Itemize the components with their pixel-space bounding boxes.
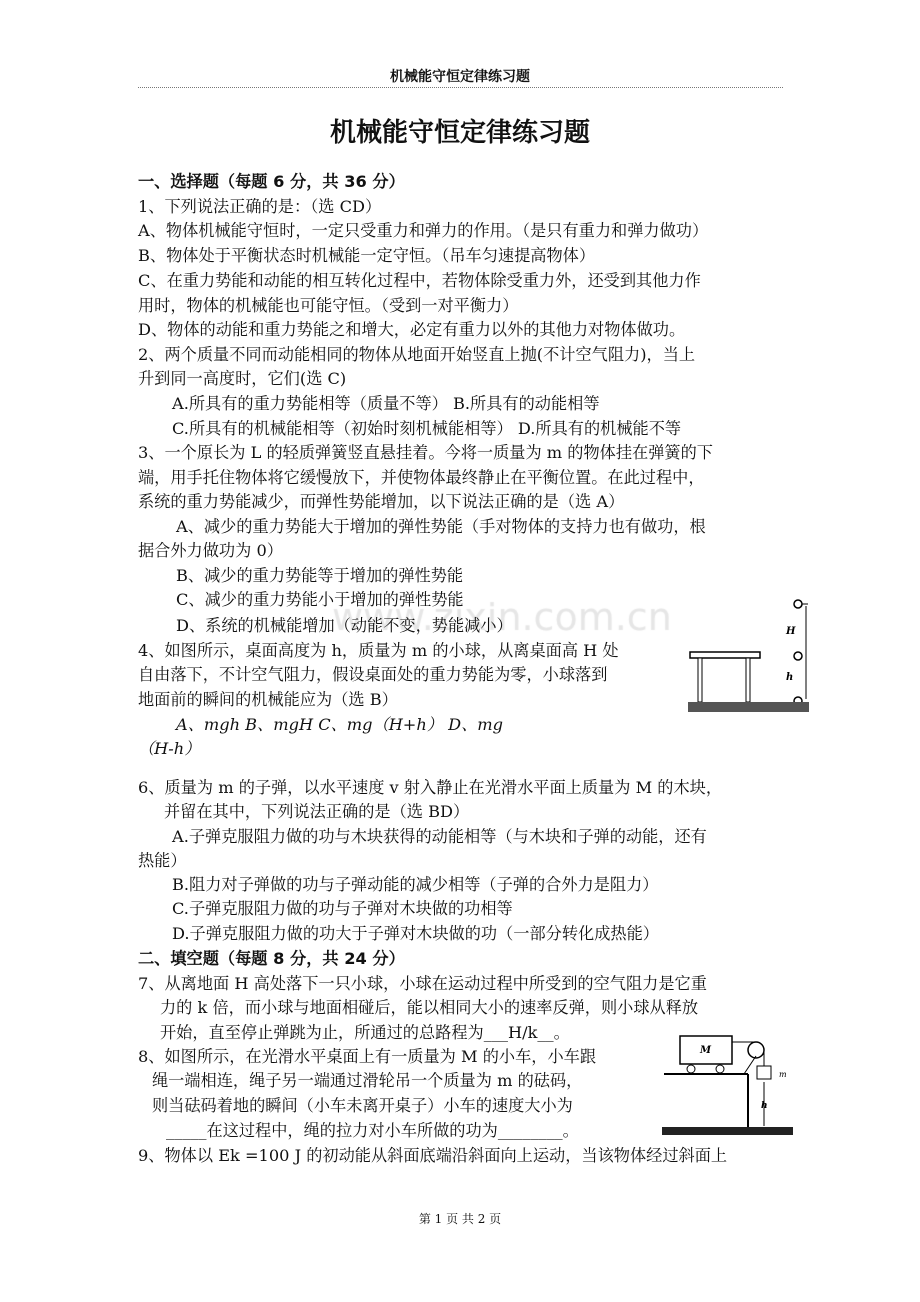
question-line: 自由落下，不计空气阻力，假设桌面处的重力势能为零，小球落到 — [138, 665, 608, 684]
page-title: 机械能守恒定律练习题 — [329, 118, 590, 148]
question-line: C、在重力势能和动能的相互转化过程中，若物体除受重力外，还受到其他力作 — [138, 271, 701, 290]
question-line: 并留在其中，下列说法正确的是（选 BD） — [164, 802, 470, 821]
option-line: C.所具有的机械能相等（初始时刻机械能相等） D.所具有的机械能不等 — [172, 419, 682, 438]
question-line: 开始，直至停止弹跳为止，所通过的总路程为___H/k__。 — [160, 1023, 570, 1042]
question-line: 端，用手托住物体将它缓慢放下，并使物体最终静止在平衡位置。在此过程中， — [138, 468, 705, 487]
question-line: 用时，物体的机械能也可能守恒。（受到一对平衡力） — [138, 296, 519, 315]
label-H: H — [786, 626, 796, 637]
option-line: A.所具有的重力势能相等（质量不等） B.所具有的动能相等 — [172, 394, 600, 413]
question-line: A、物体机械能守恒时，一定只受重力和弹力的作用。（是只有重力和弹力做功） — [138, 221, 709, 240]
option-line: D、系统的机械能增加（动能不变，势能减小） — [176, 616, 513, 635]
option-line: B.阻力对子弹做的功与子弹动能的减少相等（子弹的合外力是阻力） — [172, 875, 659, 894]
cart-pulley-figure — [660, 1032, 795, 1144]
option-line: 据合外力做功为 0） — [138, 541, 283, 560]
label-h: h — [786, 672, 794, 683]
question-line: 3、一个原长为 L 的轻质弹簧竖直悬挂着。今将一质量为 m 的物体挂在弹簧的下 — [138, 443, 713, 462]
question-line: 则当砝码着地的瞬间（小车未离开桌子）小车的速度大小为 — [152, 1096, 573, 1115]
question-line: 7、从离地面 H 高处落下一只小球，小球在运动过程中所受到的空气阻力是它重 — [138, 974, 707, 993]
section-heading: 二、填空题（每题 8 分，共 24 分） — [138, 949, 405, 968]
question-line: 2、两个质量不同而动能相同的物体从地面开始竖直上抛(不计空气阻力)，当上 — [138, 345, 696, 364]
question-line: 地面前的瞬间的机械能应为（选 B） — [138, 690, 398, 709]
option-line: A、减少的重力势能大于增加的弹性势能（手对物体的支持力也有做功，根 — [176, 517, 706, 536]
label-M: M — [700, 1045, 712, 1056]
option-line: C.子弹克服阻力做的功与子弹对木块做的功相等 — [172, 899, 513, 918]
option-line: B、减少的重力势能等于增加的弹性势能 — [176, 566, 464, 585]
question-line: _____在这过程中，绳的拉力对小车所做的功为________。 — [166, 1121, 579, 1140]
question-line: 绳一端相连，绳子另一端通过滑轮吊一个质量为 m 的砝码， — [152, 1071, 583, 1090]
question-line: 1、下列说法正确的是：（选 CD） — [138, 197, 382, 216]
question-line: 升到同一高度时，它们(选 C) — [138, 369, 347, 388]
option-line: （H-h） — [138, 739, 201, 758]
question-line: 9、物体以 Ek =100 J 的初动能从斜面底端沿斜面向上运动，当该物体经过斜面上 — [138, 1146, 728, 1165]
section-heading: 一、选择题（每题 6 分，共 36 分） — [138, 172, 405, 191]
question-line: B、物体处于平衡状态时机械能一定守恒。（吊车匀速提高物体） — [138, 246, 596, 265]
option-line: C、减少的重力势能小于增加的弹性势能 — [176, 590, 464, 609]
option-line: D.子弹克服阻力做的功大于子弹对木块做的功（一部分转化成热能） — [172, 924, 659, 943]
header-divider — [138, 87, 783, 88]
label-m: m — [779, 1070, 787, 1079]
option-line: A、mgh B、mgH C、mg（H+h） D、mg — [176, 715, 504, 734]
question-line: 力的 k 倍，而小球与地面相碰后，能以相同大小的速率反弹，则小球从释放 — [160, 998, 699, 1017]
page-footer: 第 1 页 共 2 页 — [418, 1212, 502, 1226]
table-ball-figure — [684, 594, 809, 714]
label-h: h — [761, 1101, 768, 1111]
question-line: 8、如图所示，在光滑水平桌面上有一质量为 M 的小车，小车跟 — [138, 1047, 597, 1066]
question-line: 6、质量为 m 的子弹，以水平速度 v 射入静止在光滑水平面上质量为 M 的木块， — [138, 778, 723, 797]
question-line: 4、如图所示，桌面高度为 h，质量为 m 的小球，从离桌面高 H 处 — [138, 641, 619, 660]
running-header: 机械能守恒定律练习题 — [390, 69, 530, 85]
option-line: 热能） — [138, 851, 187, 870]
question-line: D、物体的动能和重力势能之和增大，必定有重力以外的其他力对物体做功。 — [138, 320, 686, 339]
question-line: 系统的重力势能减少，而弹性势能增加，以下说法正确的是（选 A） — [138, 492, 625, 511]
option-line: A.子弹克服阻力做的功与木块获得的动能相等（与木块和子弹的动能，还有 — [172, 827, 707, 846]
